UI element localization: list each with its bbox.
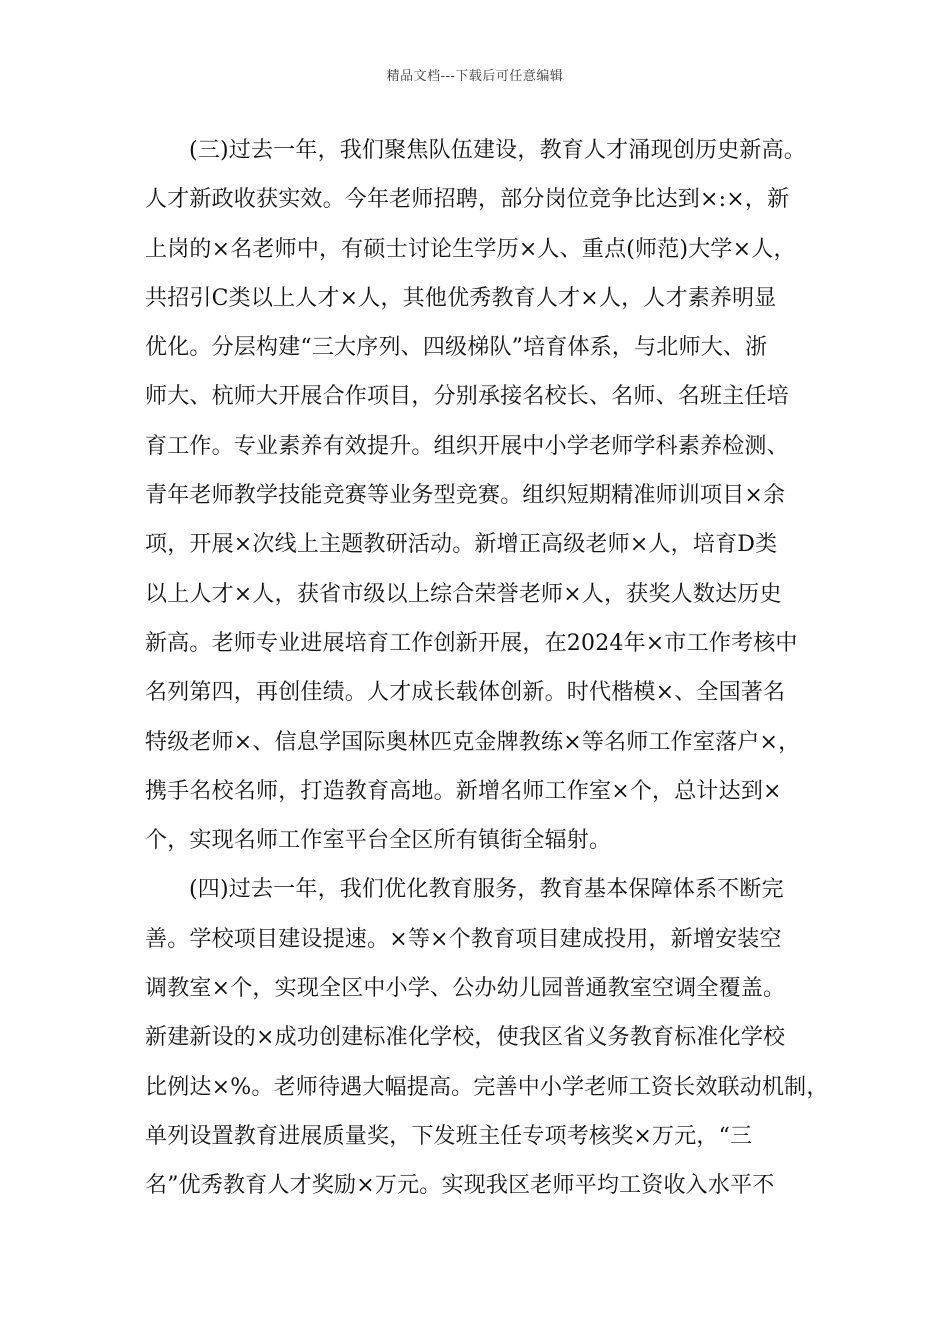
text-line: (四)过去一年，我们优化教育服务，教育基本保障体系不断完 [189,877,784,903]
text-line: 新建新设的×成功创建标准化学校，使我区省义务教育标准化学校 [145,1025,786,1051]
text-line: 优化。分层构建“三大序列、四级梯队”培育体系，与北师大、浙 [145,335,768,361]
text-line: 以上人才×人，获省市级以上综合荣誉老师×人，获奖人数达历史 [145,581,782,607]
text-line: 单列设置教育进展质量奖，下发班主任专项考核奖×万元，“三 [145,1123,753,1149]
text-line: (三)过去一年，我们聚焦队伍建设，教育人才涌现创历史新高。 [189,138,806,163]
text-line: 共招引C类以上人才×人，其他优秀教育人才×人，人才素养明显 [145,285,777,311]
text-line: 善。学校项目建设提速。×等×个教育项目建成投用，新增安装空 [145,926,782,952]
text-line: 青年老师教学技能竞赛等业务型竞赛。组织短期精准师训项目×余 [145,483,786,509]
text-line: 上岗的×名老师中，有硕士讨论生学历×人、重点(师范)大学×人， [145,236,796,262]
text-line: 名列第四，再创佳绩。人才成长载体创新。时代楷模×、全国著名 [145,680,786,706]
text-line: 特级老师×、信息学国际奥林匹克金牌教练×等名师工作室落户×， [145,729,801,755]
text-line: 个，实现名师工作室平台全区所有镇街全辐射。 [145,828,612,854]
page-header: 精品文档---下载后可任意编辑 [386,69,564,84]
document-body [145,126,835,1211]
text-line: 人才新政收获实效。今年老师招聘，部分岗位竞争比达到×:×，新 [145,187,790,213]
text-line: 育工作。专业素养有效提升。组织开展中小学老师学科素养检测、 [145,433,789,459]
paragraph-4 [145,865,835,1210]
text-line: 调教室×个，实现全区中小学、公办幼儿园普通教室空调全覆盖。 [145,976,786,1002]
paragraph-3 [145,126,835,865]
text-line: 携手名校名师，打造教育高地。新增名师工作室×个，总计达到× [145,778,782,804]
text-line: 比例达×%。老师待遇大幅提高。完善中小学老师工资长效联动机制， [145,1074,829,1100]
text-line: 师大、杭师大开展合作项目，分别承接名校长、名师、名班主任培 [145,384,789,410]
text-line: 名”优秀教育人才奖励×万元。实现我区老师平均工资收入水平不 [145,1173,775,1199]
text-line: 项，开展×次线上主题教研活动。新增正高级老师×人，培育D类 [145,532,778,558]
text-line: 新高。老师专业进展培育工作创新开展，在2024年×市工作考核中 [145,630,798,656]
